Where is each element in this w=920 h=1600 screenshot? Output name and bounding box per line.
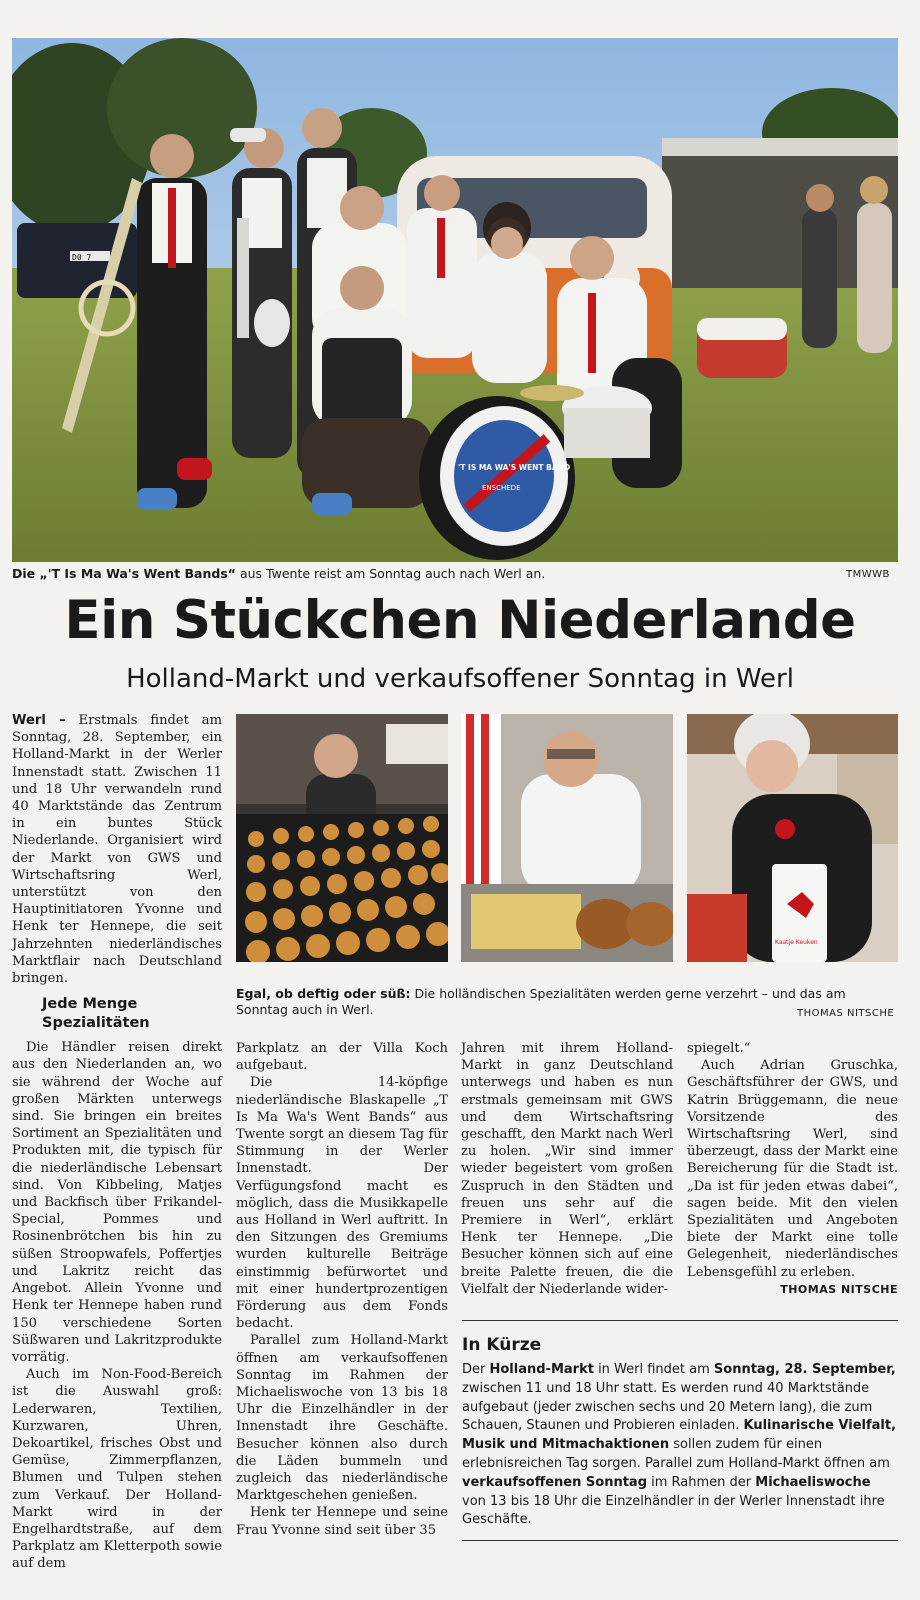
article-column-3 [461, 1040, 673, 1298]
subheadline: Holland-Markt und verkaufsoffener Sonntag in Werl [126, 664, 794, 694]
photo-vendor-woman [687, 714, 898, 962]
food-caption-text: Die holländischen Spezialitäten werden gerne verzehrt – und das am Sonntag auch in Werl. [236, 986, 846, 1017]
text-run: im Rahmen der [647, 1474, 756, 1490]
bold-run: Sonntag, 28. September, [713, 1362, 896, 1377]
text-run: sollen zudem für einen erlebnisreichen Tag sorgen. Parallel zum Holland-Markt öffnen am [462, 1437, 890, 1471]
headline: Ein Stückchen Niederlande [64, 590, 856, 651]
hero-caption-lead: Die „'T Is Ma Wa's Went Bands“ [12, 566, 236, 581]
in-kurze-title: In Kürze [462, 1335, 542, 1355]
bold-run: Michaeliswoche [755, 1474, 871, 1490]
author-signature: THOMAS NITSCHE [780, 1282, 898, 1296]
hero-caption-text: aus Twente reist am Sonntag auch nach Werl an. [236, 566, 546, 581]
hero-photo-brass-band [12, 38, 898, 562]
dateline: Werl – [12, 713, 66, 728]
paragraph-text: Auch Adrian Gruschka, Geschäftsführer der GWS, und Katrin Brüggemann, die neue Vorsitzende des Wirtschaftsring Werl, sind überzeugt, dass der Markt eine Bereicherung für die Stadt ist. „Da ist für jeden etwas dabei“, sagen beide. Mit den vielen Spezialitäten und Angeboten biete der Markt eine tolle Gelegenheit, niederländisches Lebensgefühl zu erleben. [687, 1058, 898, 1280]
paragraph: Henk ter Hennepe und seine Frau Yvonne sind seit über 35 [236, 1505, 448, 1538]
in-kurze-text [462, 1361, 898, 1530]
drum-text-band: 'T IS MA WA'S WENT BAND [458, 463, 571, 472]
article-column-2 [236, 1040, 448, 1539]
paragraph: Parallel zum Holland-Markt öffnen am verkaufsoffenen Sonntag im Rahmen der Michaeliswoche von 13 bis 18 Uhr die Einzelhändler in der Innenstadt ihre Geschäfte. Besucher können also durch die Läden bummeln und zugleich das niederländische Marktgeschehen genießen. [236, 1333, 448, 1504]
food-photo-credit: THOMAS NITSCHE [797, 1008, 895, 1019]
text-run: Der [462, 1362, 490, 1377]
photo-poffertjes [236, 714, 448, 962]
food-caption-lead: Egal, ob deftig oder süß: [236, 986, 411, 1001]
section-subheading: Jede Menge Spezialitäten [42, 996, 150, 1032]
paragraph: Die Händler reisen direkt aus den Niederlanden an, wo sie während der Woche auf großen Märkten unterwegs sind. Sie bringen ein breites Sortiment an Spezialitäten und Produkten mit, die typisch für die niederländische Lebensart sind. Von Kibbeling, Matjes und Backfisch über Frikandel-Special, Pommes und Rosinenbrötchen bis hin zu süßen Stroopwafels, Poffertjes und Lakritz reicht das Angebot. Allein Yvonne und Henk ter Hennepe haben rund 150 verschiedene Sorten Süßwaren und Lakritzprodukte vorrätig. [12, 1040, 222, 1365]
divider [462, 1540, 898, 1541]
plate-text: D0 7 [72, 253, 92, 262]
drum-text-town: ENSCHEDE [482, 484, 521, 492]
bold-run: Kulinarische Vielfalt, Musik und Mitmachaktionen [462, 1418, 897, 1453]
article-column-4 [687, 1040, 898, 1298]
paragraph: Parkplatz an der Villa Koch aufgebaut. [236, 1041, 448, 1074]
article-intro [12, 712, 222, 987]
photo-fish-fryer [461, 714, 673, 962]
paragraph: Die 14-köpfige niederländische Blaskapelle „T Is Ma Wa's Went Bands“ aus Twente sorgt an diesem Tag für Stimmung in der Werler Innenstadt. Der Verfügungsfond macht es möglich, dass die Musikkapelle aus Holland in Werl auftritt. In den Sitzungen des Gremiums wurden kulturelle Beiträge einstimmig befürwortet und mit einer hundertprozentigen Förderung aus dem Fonds bedacht. [236, 1075, 448, 1332]
in-kurze-box [462, 1320, 898, 1541]
paragraph: spiegelt.“ [687, 1041, 751, 1056]
article-column-1 [12, 712, 222, 1573]
paragraph: Auch im Non-Food-Bereich ist die Auswahl groß: Lederwaren, Textilien, Kurzwaren, Uhren, Dekoartikel, frisches Obst und Gemüse, Zimmerpflanzen, Blumen und Tulpen stehen zum Verkauf. Der Holland-Markt wird in der Engelhardtstraße, auf dem Parkplatz am Kletterpoth sowie auf dem [12, 1367, 222, 1572]
bold-run: verkaufsoffenen Sonntag [462, 1474, 647, 1490]
intro-text: Erstmals findet am Sonntag, 28. September, ein Holland-Markt in der Werler Innenstadt statt. Zwischen 11 und 18 Uhr verwandeln rund 40 Marktstände das Zentrum in ein buntes Stück Niederlande. Organisiert wird der Markt von GWS und Wirtschaftsring Werl, unterstützt von den Hauptinitiatoren Yvonne und Henk ter Hennepe, die seit Jahrzehnten niederländisches Marktflair nach Deutschland bringen. [12, 713, 222, 987]
bag-text: Kaatje Keuken [775, 939, 818, 946]
text-run: von 13 bis 18 Uhr die Einzelhändler in der Werler Innenstadt ihre Geschäfte. [462, 1493, 885, 1528]
hero-photo-credit: TMWWB [846, 569, 890, 580]
text-run: zwischen 11 und 18 Uhr statt. Es werden rund 40 Marktstände aufgebaut (jeder zwischen sechs und 20 Metern lang), die zum Schauen, Staunen und Probieren einladen. [462, 1380, 873, 1434]
paragraph: Jahren mit ihrem Holland-Markt in ganz Deutschland unterwegs und haben es nun erstmals gemeinsam mit GWS und dem Wirtschaftsring geschafft, den Markt nach Werl zu holen. „Wir sind immer wieder begeistert vom großen Zuspruch in den Städten und freuen uns sehr auf die Premiere in Werl“, erklärt Henk ter Hennepe. „Die Besucher können sich auf eine breite Palette freuen, die die Vielfalt der Niederlande wider- [461, 1041, 673, 1297]
text-run: in Werl findet am [593, 1362, 714, 1377]
hero-caption [12, 566, 772, 582]
bold-run: Holland-Markt [489, 1362, 594, 1377]
paragraph [687, 1057, 898, 1296]
divider [462, 1320, 898, 1321]
